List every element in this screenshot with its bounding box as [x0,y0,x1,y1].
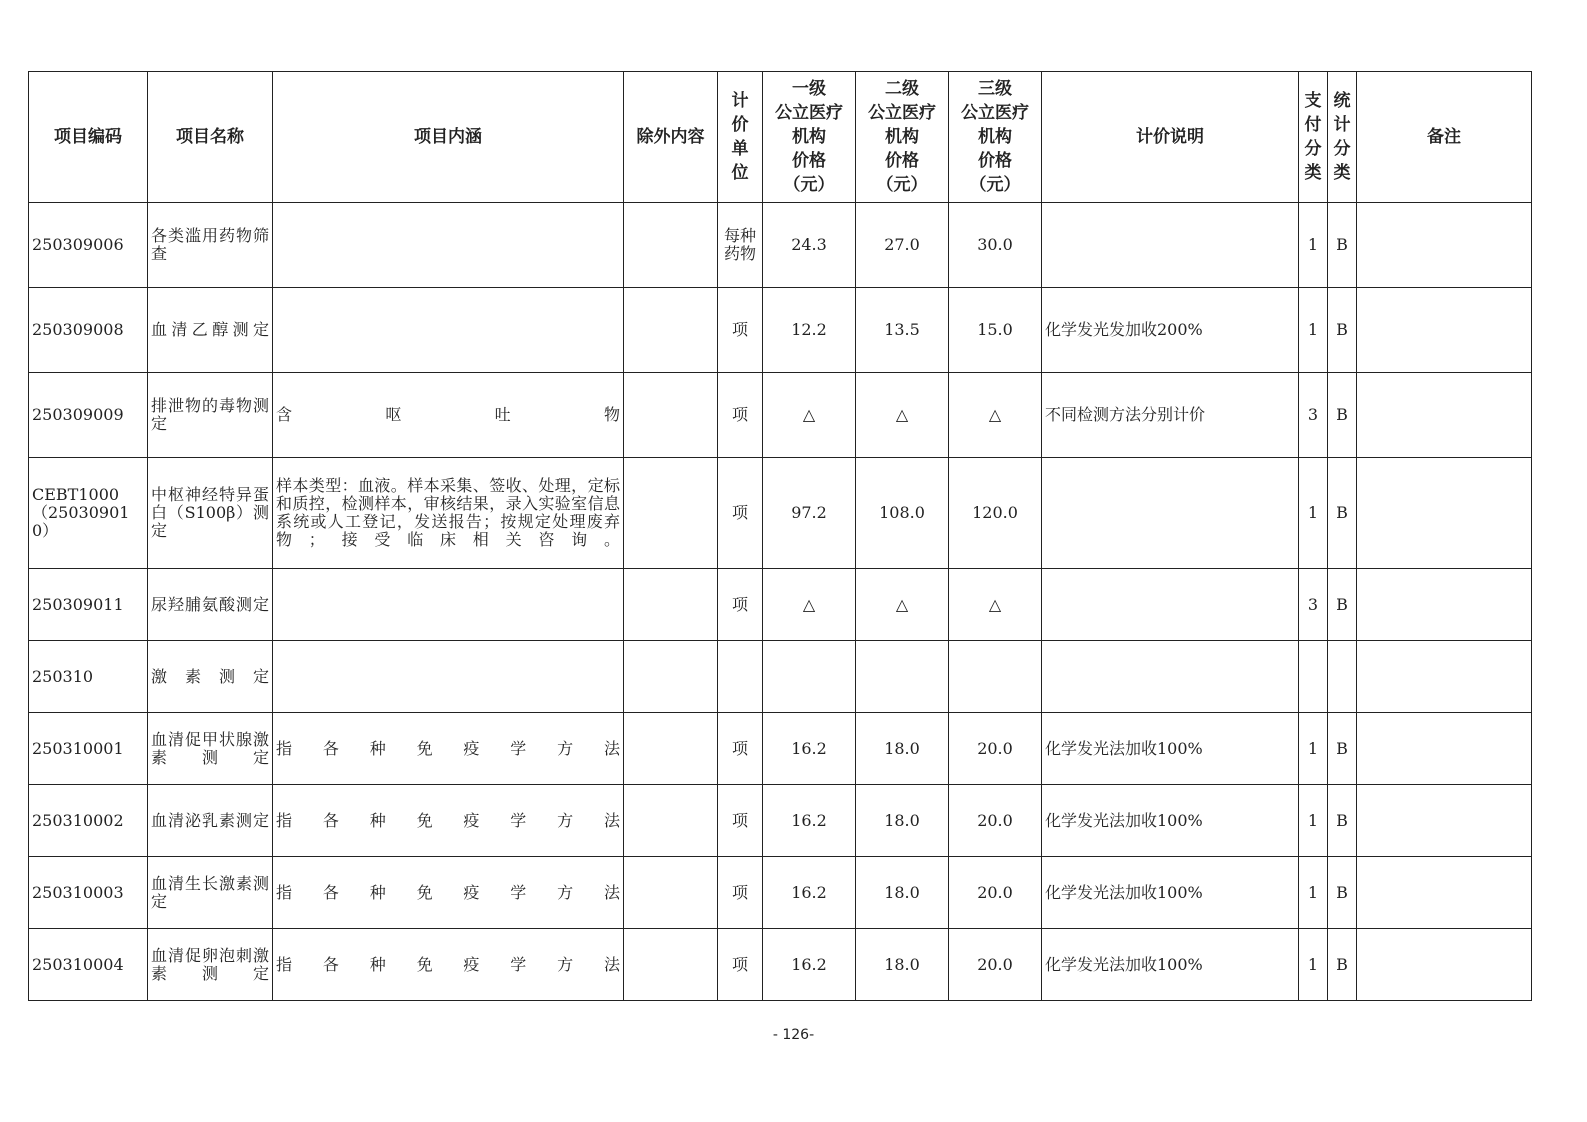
row-unit: 项 [718,288,763,373]
row-price-level1: 24.3 [763,203,856,288]
row-content: 指各种免疫学方法 [273,713,624,785]
row-note: 化学发光发加收200% [1042,288,1299,373]
row-name: 中枢神经特异蛋白（S100β）测定 [148,458,273,569]
header-price-level1-l4: 价格 [792,151,826,171]
row-price-level3: 20.0 [949,785,1042,857]
row-unit: 项 [718,713,763,785]
row-exclusions [624,641,718,713]
row-note [1042,203,1299,288]
row-price-level3 [949,641,1042,713]
row-remark [1357,288,1532,373]
row-price-level3: △ [949,373,1042,458]
row-remark [1357,929,1532,1001]
row-price-level1: 97.2 [763,458,856,569]
header-price-level2-l1: 二级 [885,79,919,99]
row-price-level3: 15.0 [949,288,1042,373]
row-code: 250310002 [29,785,148,857]
row-price-level1: △ [763,569,856,641]
row-name: 排泄物的毒物测定 [148,373,273,458]
row-remark [1357,569,1532,641]
row-price-level3: 20.0 [949,713,1042,785]
row-pay-category: 3 [1299,569,1328,641]
header-row [29,72,1532,203]
row-stat-category: B [1328,857,1357,929]
header-price-level3-l2: 公立医疗 [961,103,1029,123]
row-note [1042,641,1299,713]
row-code: 250309009 [29,373,148,458]
header-note: 计价说明 [1042,72,1299,203]
row-unit: 项 [718,569,763,641]
row-stat-category: B [1328,785,1357,857]
row-price-level2: 18.0 [856,929,949,1001]
header-price-level1-l1: 一级 [792,79,826,99]
header-price-level2 [856,72,949,203]
row-unit [718,641,763,713]
row-price-level1: 16.2 [763,785,856,857]
row-code: 250309008 [29,288,148,373]
row-code: 250310 [29,641,148,713]
row-content [273,569,624,641]
row-exclusions [624,857,718,929]
row-content [273,641,624,713]
header-price-level3-l4: 价格 [978,151,1012,171]
row-price-level2: 18.0 [856,857,949,929]
table-row [29,713,1532,785]
row-content: 指各种免疫学方法 [273,857,624,929]
row-stat-category: B [1328,929,1357,1001]
row-exclusions [624,569,718,641]
row-unit: 每种药物 [718,203,763,288]
row-code: 250310003 [29,857,148,929]
page-number: - 126- [772,1027,815,1043]
header-price-level2-l3: 机构 [885,127,919,147]
row-price-level2: 13.5 [856,288,949,373]
row-exclusions [624,203,718,288]
row-content: 指各种免疫学方法 [273,929,624,1001]
row-name: 各类滥用药物筛查 [148,203,273,288]
table-row [29,203,1532,288]
header-price-level1 [763,72,856,203]
row-name: 血清促甲状腺激素测定 [148,713,273,785]
row-remark [1357,641,1532,713]
row-price-level1 [763,641,856,713]
row-price-level1: △ [763,373,856,458]
header-exclusions: 除外内容 [624,72,718,203]
row-stat-category: B [1328,713,1357,785]
row-price-level2: 108.0 [856,458,949,569]
header-remark: 备注 [1357,72,1532,203]
row-pay-category: 3 [1299,373,1328,458]
row-price-level1: 16.2 [763,857,856,929]
header-price-level2-l5: （元） [876,175,928,195]
header-content: 项目内涵 [273,72,624,203]
row-note: 化学发光法加收100% [1042,785,1299,857]
row-stat-category: B [1328,373,1357,458]
header-price-level3-l3: 机构 [978,127,1012,147]
row-price-level2: 18.0 [856,785,949,857]
row-code: 250309006 [29,203,148,288]
row-pay-category [1299,641,1328,713]
row-stat-category: B [1328,569,1357,641]
header-price-level1-l5: （元） [783,175,835,195]
row-exclusions [624,713,718,785]
row-note [1042,458,1299,569]
row-name: 血清乙醇测定 [148,288,273,373]
header-price-level3-l1: 三级 [978,79,1012,99]
row-pay-category: 1 [1299,458,1328,569]
row-remark [1357,458,1532,569]
header-stat-text: 统计分类 [1333,91,1351,183]
row-content: 样本类型：血液。样本采集、签收、处理，定标和质控，检测样本，审核结果，录入实验室信息系统或人工登记，发送报告；按规定处理废弃物；接受临床相关咨询。 [273,458,624,569]
row-price-level2: △ [856,373,949,458]
row-content: 含呕吐物 [273,373,624,458]
row-exclusions [624,785,718,857]
row-stat-category [1328,641,1357,713]
row-price-level2: 27.0 [856,203,949,288]
row-price-level2: △ [856,569,949,641]
row-remark [1357,785,1532,857]
row-note: 化学发光法加收100% [1042,929,1299,1001]
row-unit: 项 [718,857,763,929]
row-content: 指各种免疫学方法 [273,785,624,857]
row-price-level3: 20.0 [949,929,1042,1001]
header-price-level1-l2: 公立医疗 [775,103,843,123]
row-pay-category: 1 [1299,203,1328,288]
header-price-level1-l3: 机构 [792,127,826,147]
price-table [28,71,1532,1001]
row-code: 250309011 [29,569,148,641]
header-name: 项目名称 [148,72,273,203]
row-price-level1: 16.2 [763,713,856,785]
row-price-level1: 12.2 [763,288,856,373]
header-unit [718,72,763,203]
row-note: 不同检测方法分别计价 [1042,373,1299,458]
row-pay-category: 1 [1299,785,1328,857]
header-price-level2-l2: 公立医疗 [868,103,936,123]
row-pay-category: 1 [1299,857,1328,929]
row-remark [1357,713,1532,785]
row-price-level2 [856,641,949,713]
row-unit: 项 [718,373,763,458]
header-pay-text: 支付分类 [1304,91,1322,183]
header-pay [1299,72,1328,203]
table-row [29,641,1532,713]
row-note [1042,569,1299,641]
table-row [29,458,1532,569]
table-row [29,857,1532,929]
row-stat-category: B [1328,288,1357,373]
row-pay-category: 1 [1299,288,1328,373]
row-unit: 项 [718,785,763,857]
header-price-level3 [949,72,1042,203]
row-price-level1: 16.2 [763,929,856,1001]
table-row [29,373,1532,458]
row-unit: 项 [718,458,763,569]
header-unit-text: 计价单位 [731,91,749,183]
row-price-level3: △ [949,569,1042,641]
header-price-level2-l4: 价格 [885,151,919,171]
row-note: 化学发光法加收100% [1042,713,1299,785]
row-exclusions [624,458,718,569]
row-price-level2: 18.0 [856,713,949,785]
row-code: CEBT1000（250309010） [29,458,148,569]
row-pay-category: 1 [1299,713,1328,785]
row-remark [1357,203,1532,288]
row-name: 血清泌乳素测定 [148,785,273,857]
row-code: 250310004 [29,929,148,1001]
row-stat-category: B [1328,203,1357,288]
row-remark [1357,857,1532,929]
row-content [273,288,624,373]
row-name: 血清促卵泡刺激素测定 [148,929,273,1001]
header-code: 项目编码 [29,72,148,203]
header-stat [1328,72,1357,203]
row-code: 250310001 [29,713,148,785]
row-price-level3: 120.0 [949,458,1042,569]
row-exclusions [624,373,718,458]
row-unit: 项 [718,929,763,1001]
row-pay-category: 1 [1299,929,1328,1001]
header-price-level3-l5: （元） [969,175,1021,195]
row-exclusions [624,929,718,1001]
row-stat-category: B [1328,458,1357,569]
row-note: 化学发光法加收100% [1042,857,1299,929]
row-price-level3: 20.0 [949,857,1042,929]
row-remark [1357,373,1532,458]
table-row [29,288,1532,373]
row-name: 激素测定 [148,641,273,713]
table-body [29,203,1532,1001]
row-name: 血清生长激素测定 [148,857,273,929]
table-row [29,569,1532,641]
table-row [29,929,1532,1001]
row-content [273,203,624,288]
row-name: 尿羟脯氨酸测定 [148,569,273,641]
row-price-level3: 30.0 [949,203,1042,288]
table-row [29,785,1532,857]
row-exclusions [624,288,718,373]
